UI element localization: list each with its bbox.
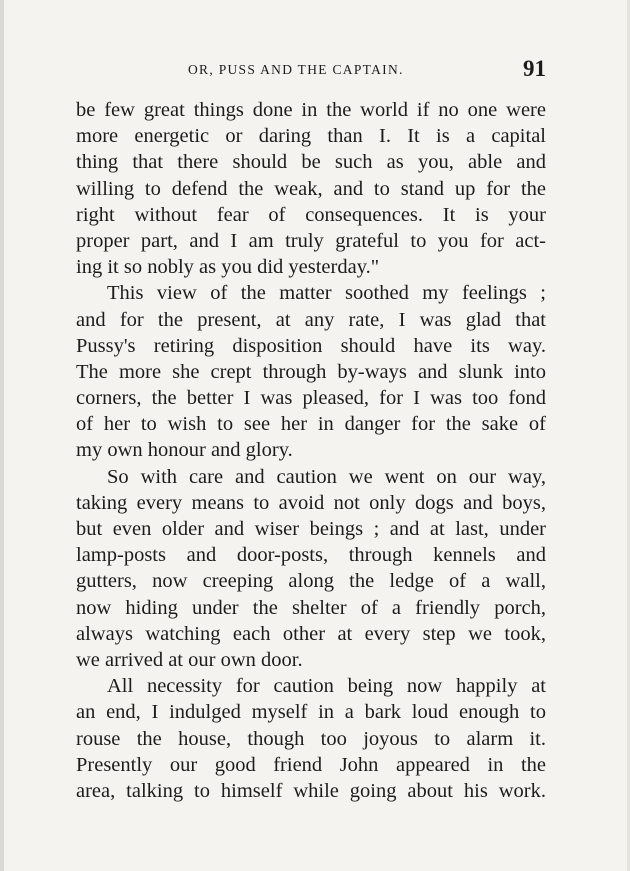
text-line: All necessity for caution being now happily at xyxy=(107,675,546,698)
text-line: more energetic or daring than I. It is a capital xyxy=(76,125,546,148)
paragraph-2 xyxy=(76,280,546,463)
text-line: of her to wish to see her in danger for the sake of xyxy=(76,413,546,436)
text-line: ing it so nobly as you did yesterday." xyxy=(76,256,380,279)
text-line: my own honour and glory. xyxy=(76,439,293,462)
text-line: taking every means to avoid not only dogs and boys, xyxy=(76,491,546,514)
text-line: area, talking to himself while going about his work. xyxy=(76,779,546,802)
text-line: and for the present, at any rate, I was glad that xyxy=(76,308,546,331)
text-line: This view of the matter soothed my feelings ; xyxy=(107,282,546,305)
page-edge-left xyxy=(0,0,4,871)
text-line: always watching each other at every step we took, xyxy=(76,622,546,645)
text-line: we arrived at our own door. xyxy=(76,648,303,671)
paragraph-3 xyxy=(76,464,546,674)
text-line: be few great things done in the world if no one were xyxy=(76,99,546,121)
text-line: thing that there should be such as you, able and xyxy=(76,151,546,174)
text-line: willing to defend the weak, and to stand up for the xyxy=(76,177,546,200)
text-line: Pussy's retiring disposition should have its way. xyxy=(76,334,546,357)
text-line: lamp-posts and door-posts, through kennels and xyxy=(76,544,546,567)
body-text xyxy=(76,97,546,804)
text-line: but even older and wiser beings ; and at last, under xyxy=(76,518,546,540)
text-line: now hiding under the shelter of a friendly porch, xyxy=(76,596,546,619)
page-number: 91 xyxy=(523,56,546,81)
running-title: OR, PUSS AND THE CAPTAIN. xyxy=(188,62,404,77)
text-line: Presently our good friend John appeared in the xyxy=(76,753,546,776)
paragraph-4 xyxy=(76,673,546,804)
text-line: proper part, and I am truly grateful to you for act- xyxy=(76,229,546,252)
text-line: an end, I indulged myself in a bark loud enough to xyxy=(76,701,546,724)
text-line: The more she crept through by-ways and slunk into xyxy=(76,360,546,383)
text-line: So with care and caution we went on our way, xyxy=(107,465,546,488)
running-head xyxy=(76,58,546,82)
text-line: right without fear of consequences. It is your xyxy=(76,203,546,226)
text-line: gutters, now creeping along the ledge of a wall, xyxy=(76,570,546,593)
text-line: rouse the house, though too joyous to alarm it. xyxy=(76,727,546,750)
text-line: corners, the better I was pleased, for I was too fond xyxy=(76,387,546,410)
paragraph-1 xyxy=(76,97,546,280)
